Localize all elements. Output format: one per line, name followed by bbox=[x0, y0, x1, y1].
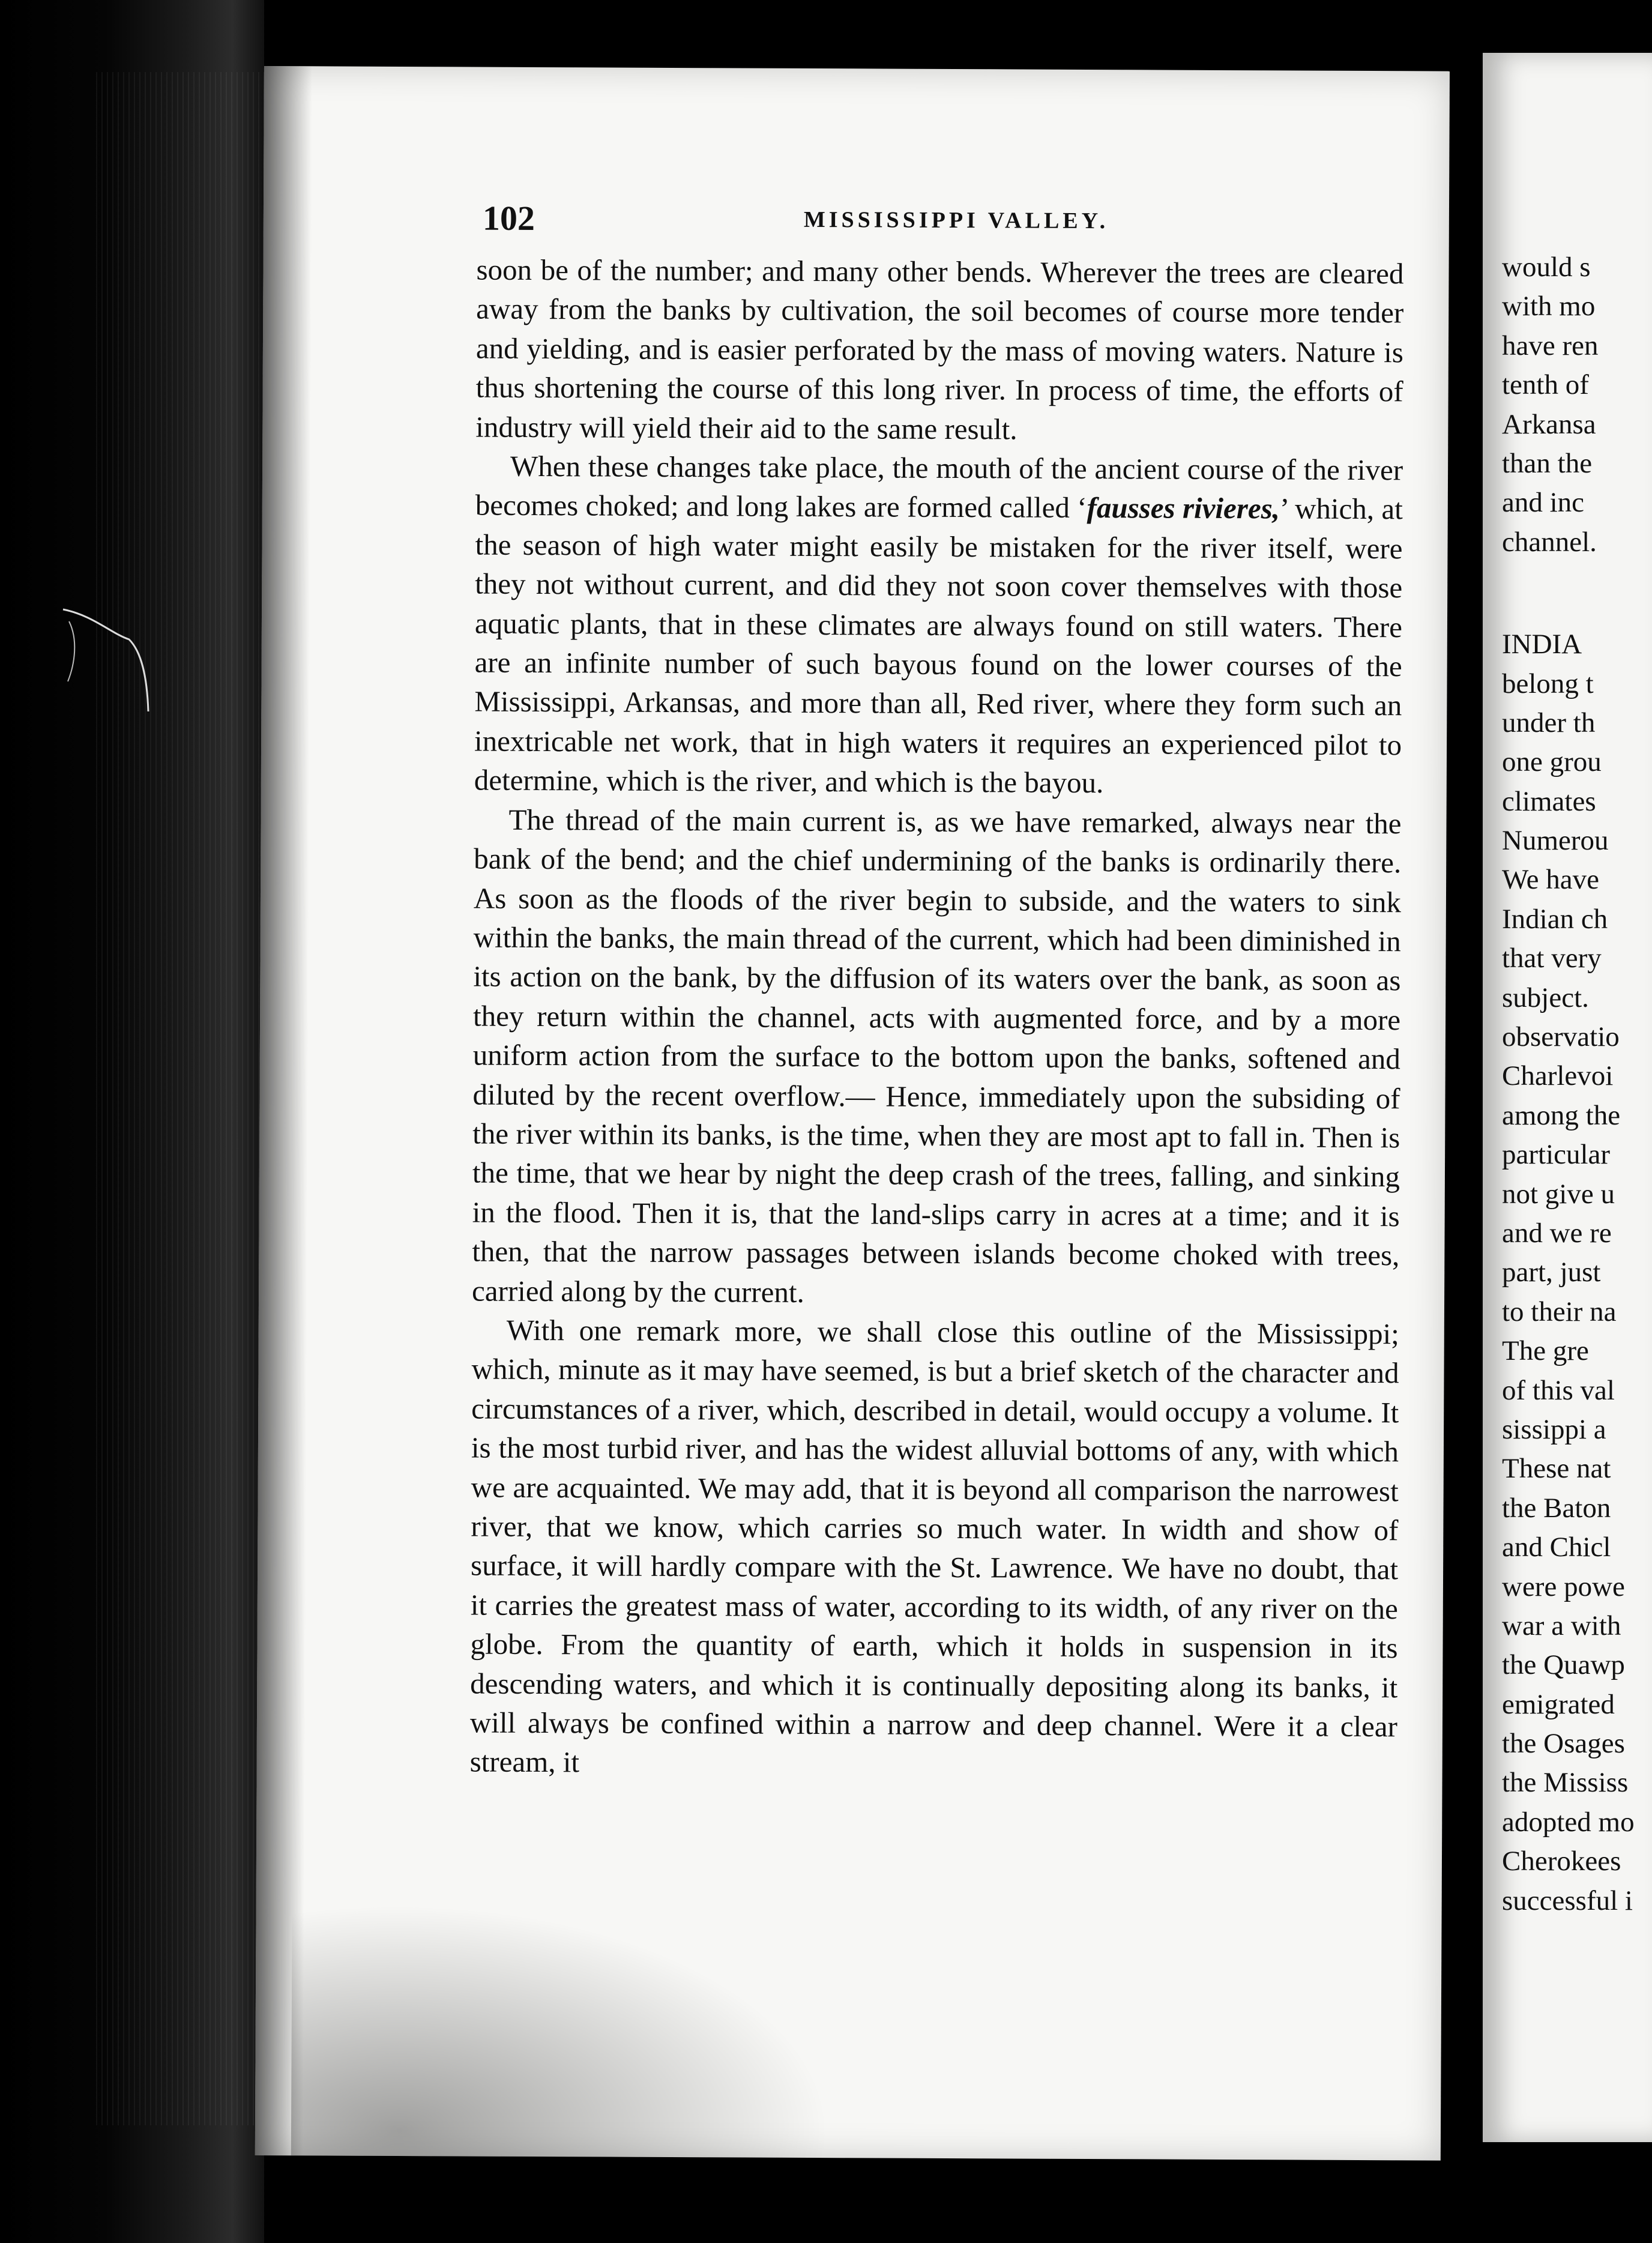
right-line: have ren bbox=[1502, 330, 1599, 361]
right-line: one grou bbox=[1502, 746, 1602, 778]
right-line: observatio bbox=[1502, 1021, 1620, 1053]
right-line: part, just bbox=[1502, 1257, 1601, 1288]
italic-term: fausses rivieres, bbox=[1087, 491, 1280, 525]
page-number: 102 bbox=[482, 198, 535, 238]
right-line: Arkansa bbox=[1502, 408, 1596, 440]
body-text bbox=[470, 250, 1404, 1786]
right-line: not give u bbox=[1502, 1178, 1615, 1210]
right-line: war a with bbox=[1502, 1610, 1621, 1641]
paragraph-text: soon be of the number; and many other bends. Wherever the trees are cleared away from the banks by cultivation, the soil becomes of course more tender and yielding, and is easier perforated by the mass of moving waters. Nature is thus shortening the course of this long river. In process of time, the efforts of industry will yield their aid to the same result. bbox=[475, 253, 1404, 446]
binding-gutter bbox=[0, 0, 264, 2243]
right-line: the Quawp bbox=[1502, 1649, 1625, 1681]
right-line: successful i bbox=[1502, 1885, 1633, 1916]
paragraph-text: ’ which, at the season of high water might easily be mistaken for the river itself, were they not without current, and did they not soon cover themselves with those aquatic plants, that in these climates are always found on still waters. There are an infinite number of such bayous found on the lower courses of the Mississippi, Arkansas, and more than all, Red river, where they form such an inextricable net work, that in high waters it requires an experienced pilot to determine, which is the river, and which is the bayou. bbox=[474, 492, 1403, 800]
right-line: and inc bbox=[1502, 487, 1585, 519]
left-page bbox=[255, 66, 1450, 2161]
right-line: of this val bbox=[1502, 1374, 1615, 1406]
paragraph-1 bbox=[475, 250, 1403, 451]
torn-edge-mark bbox=[57, 597, 153, 717]
right-line: Charlevoi bbox=[1502, 1060, 1614, 1092]
right-line: than the bbox=[1502, 447, 1593, 479]
right-line: the Baton bbox=[1502, 1492, 1611, 1524]
right-line: subject. bbox=[1502, 982, 1589, 1013]
page-fold-shadow bbox=[1450, 60, 1483, 2161]
right-line: emigrated bbox=[1502, 1688, 1615, 1720]
right-line: tenth of bbox=[1502, 369, 1589, 401]
right-line: with mo bbox=[1502, 291, 1596, 322]
right-line: We have bbox=[1502, 864, 1599, 896]
right-line: The gre bbox=[1502, 1335, 1589, 1367]
right-line: to their na bbox=[1502, 1296, 1617, 1327]
running-title: MISSISSIPPI VALLEY. bbox=[803, 207, 1109, 234]
right-line: sissippi a bbox=[1502, 1413, 1606, 1445]
right-line: under th bbox=[1502, 707, 1596, 738]
right-line: Indian ch bbox=[1502, 903, 1608, 935]
right-line: Numerou bbox=[1502, 825, 1609, 857]
right-line: the Mississ bbox=[1502, 1767, 1629, 1799]
right-page bbox=[1483, 53, 1652, 2142]
right-line: adopted mo bbox=[1502, 1806, 1635, 1838]
paragraph-3 bbox=[472, 800, 1402, 1314]
right-page-text bbox=[1502, 248, 1652, 1921]
right-line-heading: INDIA bbox=[1502, 629, 1582, 660]
right-line: the Osages bbox=[1502, 1728, 1625, 1760]
right-line: channel. bbox=[1502, 526, 1597, 558]
right-line-gap bbox=[1502, 562, 1652, 625]
right-line: These nat bbox=[1502, 1453, 1611, 1485]
paragraph-text: When these changes take place, the mouth of the ancient course of the river becomes choked; and long lakes are formed called ‘ bbox=[475, 449, 1403, 525]
paragraph-2 bbox=[474, 447, 1403, 804]
right-line: Cherokees bbox=[1502, 1846, 1621, 1877]
right-line: that very bbox=[1502, 943, 1602, 974]
paragraph-text: The thread of the main current is, as we have remarked, always near the bank of the bend; and the chief undermining of the banks is ordinarily there. As soon as the floods of the river begin to subside, and the waters to sink within the banks, the main thread of the current, which had been diminished in its action on the bank, by the diffusion of its waters over the bank, as soon as they return within the channel, acts with augmented force, and by a more uniform action from the surface to the bottom upon the banks, softened and diluted by the recent overflow.— Hence, immediately upon the subsiding of the river within its banks, is the time, when they are most apt to fall in. Then is the time, that we hear by night the deep crash of the trees, falling, and sinking in the flood. Then it is, that the land-slips carry in acres at a time; and it is then, that the narrow passages between islands become choked with trees, carried along by the current. bbox=[471, 803, 1402, 1309]
right-line: belong t bbox=[1502, 668, 1594, 699]
paragraph-4 bbox=[470, 1310, 1399, 1786]
right-line: would s bbox=[1502, 252, 1591, 283]
paragraph-text: With one remark more, we shall close this outline of the Mississippi; which, minute as it may have seemed, is but a brief sketch of the character and circumstances of a river, which, described in detail, would occupy a volume. It is the most turbid river, and has the widest alluvial bottoms of any, with which we are acquainted. We may add, that it is beyond all comparison the narrowest river, that we know, which carries so much water. In width and show of surface, it will hardly compare with the St. Lawrence. We have no doubt, that it carries the greatest mass of water, according to its width, of any river on the globe. From the quantity of earth, which it holds in suspension in its descending waters, and which it is continually depositing along its banks, it will always be confined within a narrow and deep channel. Were it a clear stream, it bbox=[469, 1313, 1399, 1779]
right-line: climates bbox=[1502, 785, 1596, 817]
right-line: and we re bbox=[1502, 1217, 1612, 1249]
right-line: were powe bbox=[1502, 1571, 1625, 1602]
right-line: and Chicl bbox=[1502, 1532, 1611, 1563]
right-line: among the bbox=[1502, 1099, 1621, 1131]
gutter-shading bbox=[96, 72, 276, 2125]
right-line: particular bbox=[1502, 1139, 1611, 1171]
running-head bbox=[483, 198, 1353, 244]
